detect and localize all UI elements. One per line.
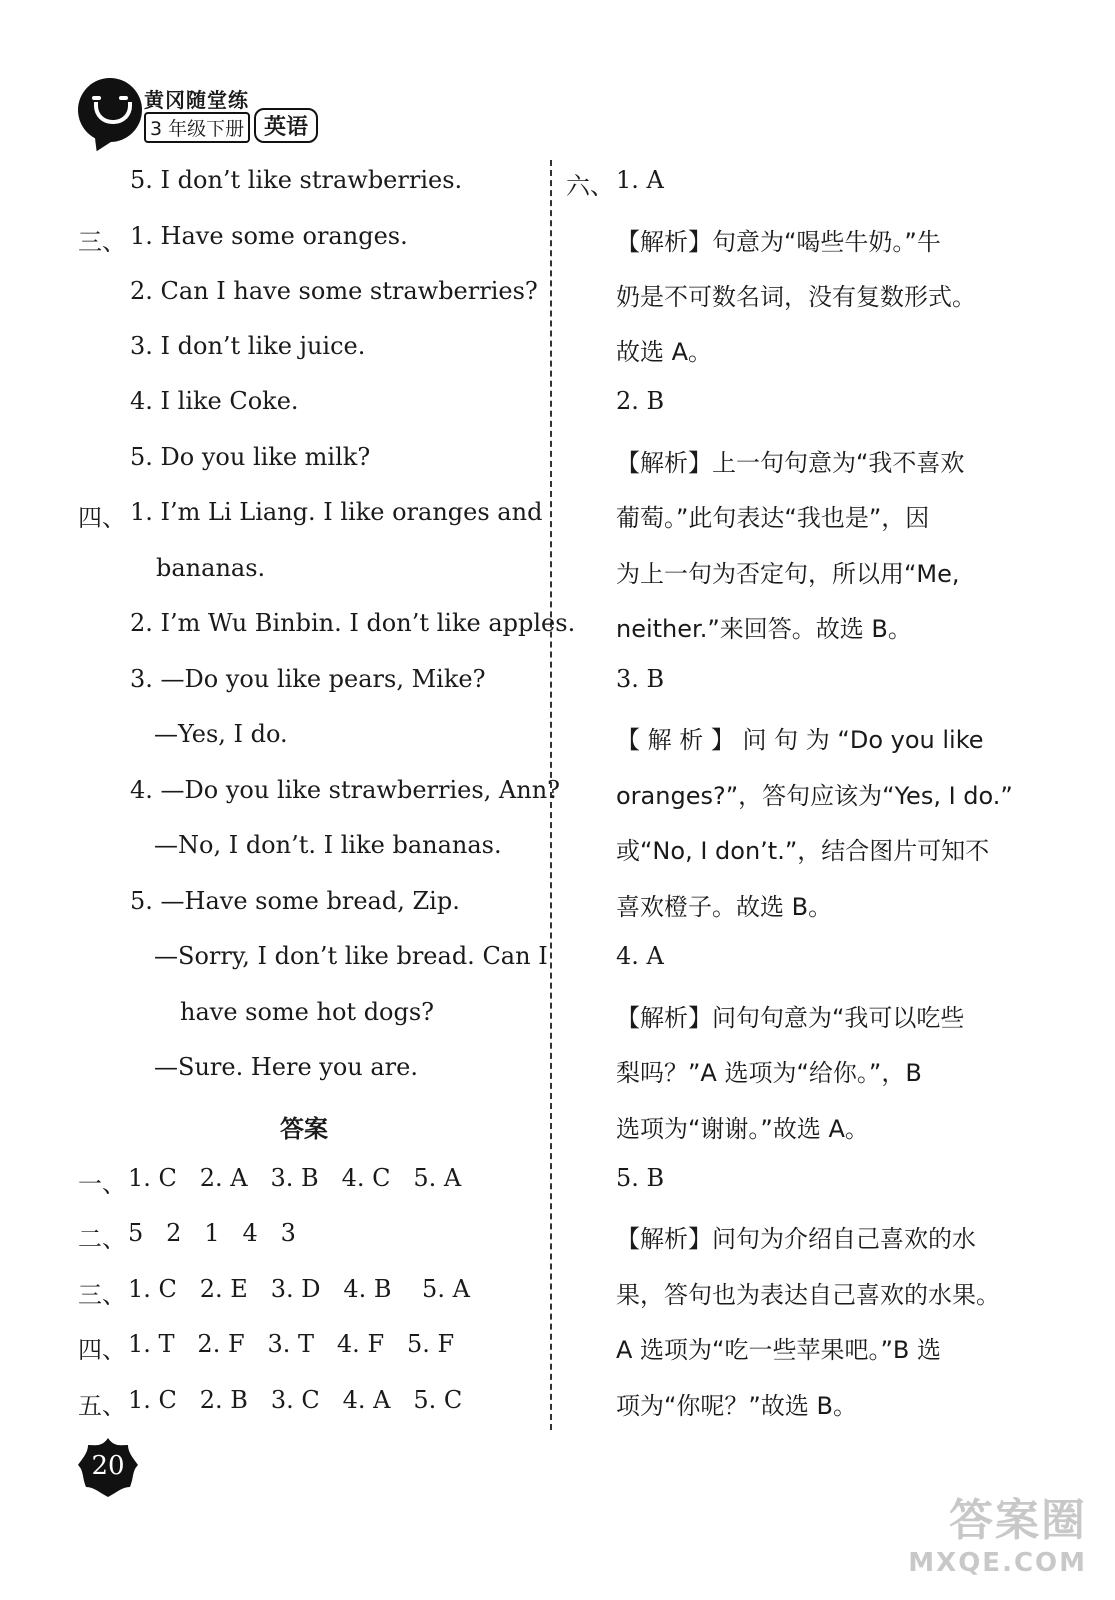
right-line: neither.”来回答。故选 B。 [616,615,912,643]
right-line: A 选项为“吃一些苹果吧。”B 选 [616,1336,942,1364]
left-line: —Sorry, I don’t like bread. Can I [154,942,548,970]
left-line: 4. —Do you like strawberries, Ann? [130,776,561,804]
section-number: 四、 [78,1336,126,1364]
grade-label: 3 年级下册 [144,112,250,143]
right-line: 【解析】句意为“喝些牛奶。”牛 [616,228,941,256]
answer-row: 1. C 2. A 3. B 4. C 5. A [128,1164,462,1192]
right-line: 果，答句也为表达自己喜欢的水果。 [616,1281,1000,1309]
left-line: bananas. [156,554,266,582]
left-line: —Yes, I do. [154,720,288,748]
right-line: 1. A [616,166,664,194]
left-line: 5. I don’t like strawberries. [130,166,463,194]
right-line: 选项为“谢谢。”故选 A。 [616,1115,869,1143]
right-line: 为上一句为否定句，所以用“Me, [616,560,960,588]
right-line: oranges?”，答句应该为“Yes, I do.” [616,782,1013,810]
smiley-icon [78,78,142,142]
right-line: 喜欢橙子。故选 B。 [616,893,833,921]
right-line: 【解析】问句为介绍自己喜欢的水 [616,1225,976,1253]
subject-label: 英语 [254,108,318,143]
left-line: have some hot dogs? [180,998,435,1026]
answer-row: 5 2 1 4 3 [128,1219,296,1247]
right-line: 2. B [616,387,665,415]
left-line: 1. I’m Li Liang. I like oranges and [130,498,543,526]
left-line: 3. I don’t like juice. [130,332,366,360]
right-line: 故选 A。 [616,338,713,366]
left-line: 5. Do you like milk? [130,443,371,471]
right-line: 【解析】上一句句意为“我不喜欢 [616,449,965,477]
watermark-title: 答案圈 [949,1495,1087,1546]
right-line: 项为“你呢？”故选 B。 [616,1392,857,1420]
left-line: 2. I’m Wu Binbin. I don’t like apples. [130,609,576,637]
right-line: 或“No, I don’t.”，结合图片可知不 [616,837,990,865]
left-line: —Sure. Here you are. [154,1053,418,1081]
section-number: 五、 [78,1392,126,1420]
section-number: 一、 [78,1170,126,1198]
left-line: 5. —Have some bread, Zip. [130,887,460,915]
right-line: 3. B [616,665,665,693]
left-line: 1. Have some oranges. [130,222,408,250]
answer-row: 1. T 2. F 3. T 4. F 5. F [128,1330,455,1358]
section-number: 三、 [78,1281,126,1309]
header-logo [78,78,338,154]
series-title: 黄冈随堂练 [144,88,249,112]
section-number: 三、 [78,228,126,256]
section-number: 四、 [78,504,126,532]
watermark [908,1484,1087,1578]
answer-heading: 答案 [280,1115,328,1143]
section-number: 二、 [78,1225,126,1253]
watermark-url: MXQE.COM [908,1548,1087,1578]
section-number: 六、 [566,172,614,200]
answer-row: 1. C 2. B 3. C 4. A 5. C [128,1386,463,1414]
left-line: 4. I like Coke. [130,387,299,415]
right-line: 葡萄。”此句表达“我也是”，因 [616,504,930,532]
answer-row: 1. C 2. E 3. D 4. B 5. A [128,1275,470,1303]
right-line: 4. A [616,942,664,970]
left-line: —No, I don’t. I like bananas. [154,831,502,859]
smiley-mouth [94,102,132,124]
page-number: 20 [91,1451,125,1481]
page-number-badge [76,1435,140,1499]
left-line: 2. Can I have some strawberries? [130,277,538,305]
right-line: 【 解 析 】 问 句 为 “Do you like [616,726,984,754]
left-line: 3. —Do you like pears, Mike? [130,665,486,693]
right-line: 【解析】问句句意为“我可以吃些 [616,1004,965,1032]
right-line: 5. B [616,1164,665,1192]
right-line: 梨吗？”A 选项为“给你。”，B [616,1059,922,1087]
right-line: 奶是不可数名词，没有复数形式。 [616,283,976,311]
